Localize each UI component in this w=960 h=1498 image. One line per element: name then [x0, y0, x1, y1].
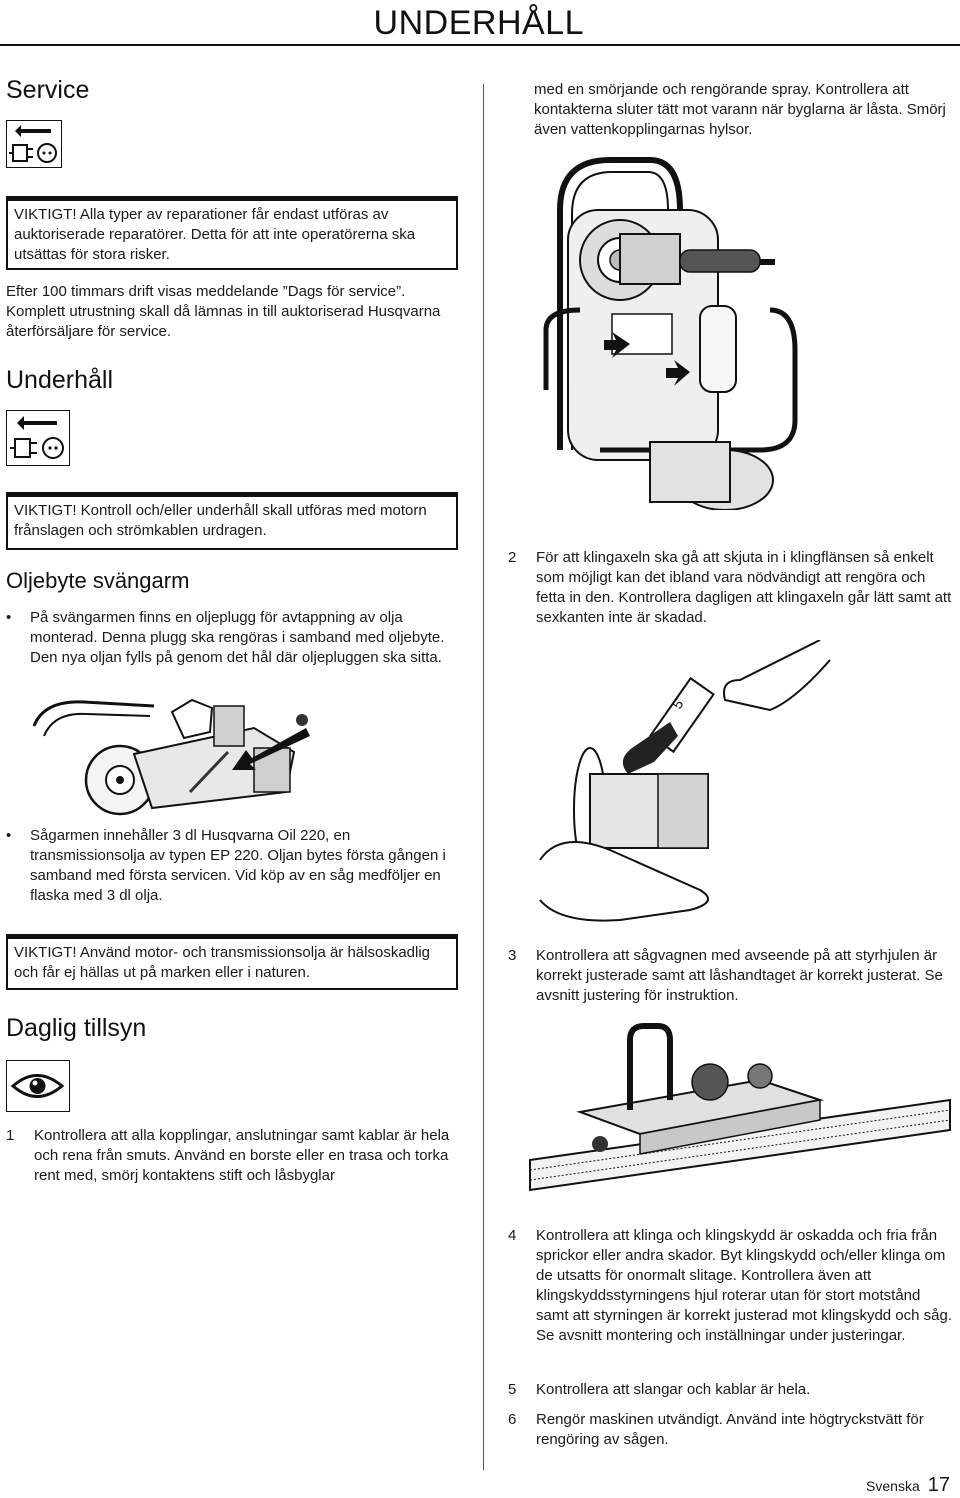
- list-item: [508, 1410, 954, 1450]
- underhall-heading: Underhåll: [6, 366, 114, 394]
- page-footer: [790, 1474, 950, 1496]
- list-item: [6, 1126, 456, 1186]
- oljebyte-warning-box: [6, 934, 458, 990]
- brush-illustration: [520, 640, 840, 930]
- inspect-eye-icon: [6, 1060, 70, 1112]
- service-warning-box: [6, 196, 458, 270]
- oljebyte-bullet-1: På svängarmen finns en oljeplugg för avtappning av olja monterad. Denna plugg ska rengöras i samband med oljebyte. Den nya oljan fylls på genom det hål där oljepluggen ska sitta.: [30, 609, 445, 666]
- item-text: Kontrollera att klinga och klingskydd är oskadda och fria från sprickor eller andra skador. Byt klingskydd och/eller klinga om de utsatts för onormalt slitage. Kontrollera även att klingskyddsstyrningens hjul roterar utan för stort motstånd samt att styrningen är korrekt justerad mot klingskydd och såg. Se avsnitt montering och inställningar under justeringar.: [536, 1227, 953, 1344]
- list-item: [508, 548, 954, 628]
- footer-language: Svenska: [866, 1478, 920, 1494]
- list-item: [508, 1380, 954, 1400]
- item-text: Kontrollera att alla kopplingar, anslutningar samt kablar är hela och rena från smuts. Använd en borste eller en trasa och torka rent med, smörj kontaktens stift och låsbyglar: [34, 1127, 450, 1184]
- bullet-dot: •: [6, 827, 12, 844]
- unplug-icon: [6, 120, 62, 168]
- service-heading: Service: [6, 76, 90, 104]
- title-rule: [0, 44, 960, 46]
- item-number: 3: [508, 947, 517, 964]
- underhall-warning: VIKTIGT! Kontroll och/eller underhåll skall utföras med motorn frånslagen och strömkablen urdragen.: [14, 502, 427, 539]
- page-number: 17: [927, 1474, 950, 1496]
- item-text: Kontrollera att slangar och kablar är hela.: [536, 1381, 811, 1398]
- service-warning: VIKTIGT! Alla typer av reparationer får endast utföras av auktoriserade reparatörer. Detta för att inte operatörerna ska utsättas för stora risker.: [14, 206, 416, 263]
- page-title: UNDERHÅLL: [373, 4, 584, 42]
- saw-motor-illustration: [540, 150, 810, 510]
- unplug-icon: [6, 410, 70, 466]
- daglig-heading: Daglig tillsyn: [6, 1014, 147, 1042]
- saw-arm-illustration: [24, 692, 354, 816]
- item-1-continuation: med en smörjande och rengörande spray. Kontrollera att kontakterna sluter tätt mot varann när byglarna är låsta. Smörj även vattenkopplingarnas hylsor.: [534, 81, 946, 138]
- item-number: 5: [508, 1381, 517, 1398]
- item-number: 2: [508, 549, 517, 566]
- service-text: Efter 100 timmars drift visas meddelande ”Dags för service”. Komplett utrustning skall då lämnas in till auktoriserad Husqvarna återförsäljare för service.: [6, 283, 441, 340]
- brush-size-label: 5: [668, 696, 687, 712]
- list-item: [508, 946, 954, 1006]
- oljebyte-bullet-2: Sågarmen innehåller 3 dl Husqvarna Oil 220, en transmissionsolja av typen EP 220. Oljan bytes första gången i samband med första servicen. Vid köp av en såg medföljer en flaska med 3 dl olja.: [30, 827, 446, 904]
- item-number: 4: [508, 1227, 517, 1244]
- list-item: [6, 826, 456, 906]
- underhall-warning-box: [6, 492, 458, 550]
- item-number: 1: [6, 1127, 15, 1144]
- column-divider: [483, 84, 484, 1470]
- item-number: 6: [508, 1411, 517, 1428]
- item-text: Kontrollera att sågvagnen med avseende på att styrhjulen är korrekt justerade samt att låshandtaget är korrekt justerat. Se avsnitt justering för instruktion.: [536, 947, 943, 1004]
- oljebyte-heading: Oljebyte svängarm: [6, 568, 190, 593]
- saw-carriage-illustration: [520, 1020, 960, 1220]
- item-text: För att klingaxeln ska gå att skjuta in i klingflänsen så enkelt som möjligt kan det ibland vara nödvändigt att rengöra och fetta in den. Kontrollera dagligen att klingaxeln går lätt samt att sexkanten inte är skadad.: [536, 549, 952, 626]
- list-item: [508, 1226, 954, 1346]
- list-item: [6, 608, 456, 668]
- bullet-dot: •: [6, 609, 12, 626]
- oljebyte-warning: VIKTIGT! Använd motor- och transmissionsolja är hälsoskadlig och får ej hällas ut på marken eller i naturen.: [14, 944, 431, 981]
- item-text: Rengör maskinen utvändigt. Använd inte högtryckstvätt för rengöring av sågen.: [536, 1411, 924, 1448]
